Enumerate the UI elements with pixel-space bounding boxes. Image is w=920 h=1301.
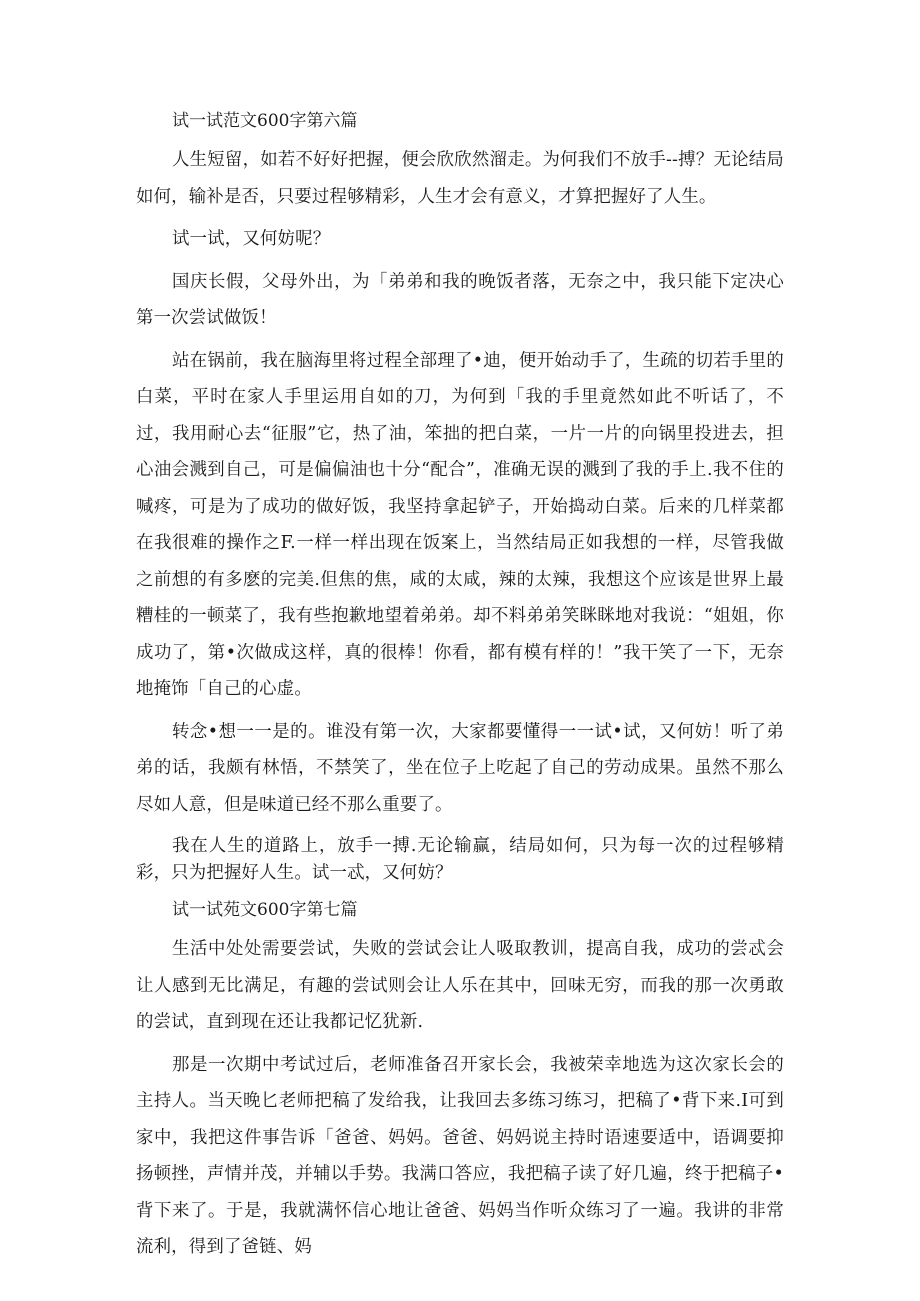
essay-6-paragraph-6: 我在人生的道路上，放手一搏.无论输赢，结局如何，只为每一次的过程够精彩，只为把握好人生。试一忒，又何妨？ xyxy=(136,836,784,883)
essay-6-paragraph-1: 人生短留，如若不好好把握，便会欣欣然溜走。为何我们不放手--搏？无论结局如何，输补是否，只要过程够精彩，人生才会有意义，才算把握好了人生。 xyxy=(136,150,784,207)
essay-7-paragraph-1: 生活中处处需要尝试，失败的尝试会让人吸取教训，提高自我，成功的尝忒会让人感到无比满足，有趣的尝试则会让人乐在其中，回味无穷，而我的那一次勇敢的尝试，直到现在还让我都记忆犹新. xyxy=(136,939,784,1032)
essay-6-paragraph-5: 转念•想一一是的。谁没有第一次，大家都要懂得一一试•试，又何妨！听了弟弟的话，我颇有林悟，不禁笑了，坐在位子上吃起了自己的劳动成果。虽然不那么尽如人意，但是味道已经不那么重要了。 xyxy=(136,721,784,815)
essay-6-title: 试一试范文600字第六篇 xyxy=(172,111,358,131)
essay-6-paragraph-2: 试一试，又何妨呢？ xyxy=(172,229,331,249)
essay-6-paragraph-3: 国庆长假，父母外出，为「弟弟和我的晚饭者落，无奈之中，我只能下定决心第一次尝试做饭！ xyxy=(136,271,784,328)
document-page xyxy=(136,108,784,1266)
essay-7-title: 试一试苑文600字第七篇 xyxy=(172,900,358,920)
essay-6-paragraph-4: 站在锅前，我在脑海里将过程全部理了•迪，便开始动手了，生疏的切若手里的白菜，平时在家人手里运用自如的刀，为何到「我的手里竟然如此不听话了，不过，我用耐心去“征服”它，热了油，笨拙的把白菜，一片一片的向锅里投进去，担心油会溅到自己，可是偏偏油也十分“配合”，准确无误的溅到了我的手上.我不住的喊疼，可是为了成功的做好饭，我坚持拿起铲子，开始捣动白菜。后来的几样菜都在我很难的操作之F.一样一样出现在饭案上，当然结局正如我想的一样，尽管我做之前想的有多麽的完美.但焦的焦，咸的太咸，辣的太辣，我想这个应该是世界上最糟桂的一顿菜了，我有些抱歉地望着弟弟。却不料弟弟笑眯眯地对我说：“姐姐，你成功了，第•次做成这样，真的很棒！你看，都有模有样的！”我干笑了一下，无奈地掩饰「自己的心虚。 xyxy=(136,350,784,699)
essay-7-paragraph-2: 那是一次期中考试过后，老师准备召开家长会，我被荣幸地选为这次家长会的主持人。当天晚匕老师把稿了发给我，让我回去多练习练习，把稿了•背下来.I可到家中，我把这件事告诉「爸爸、妈妈。爸爸、妈妈说主持时语速要适中，语调要抑扬顿挫，声情并茂，并辅以手势。我满口答应，我把稿子读了好几遍，终于把稿子•背下来了。于是，我就满怀信心地让爸爸、妈妈当作听众练习了一遍。我讲的非常流利，得到了爸链、妈 xyxy=(136,1054,784,1257)
